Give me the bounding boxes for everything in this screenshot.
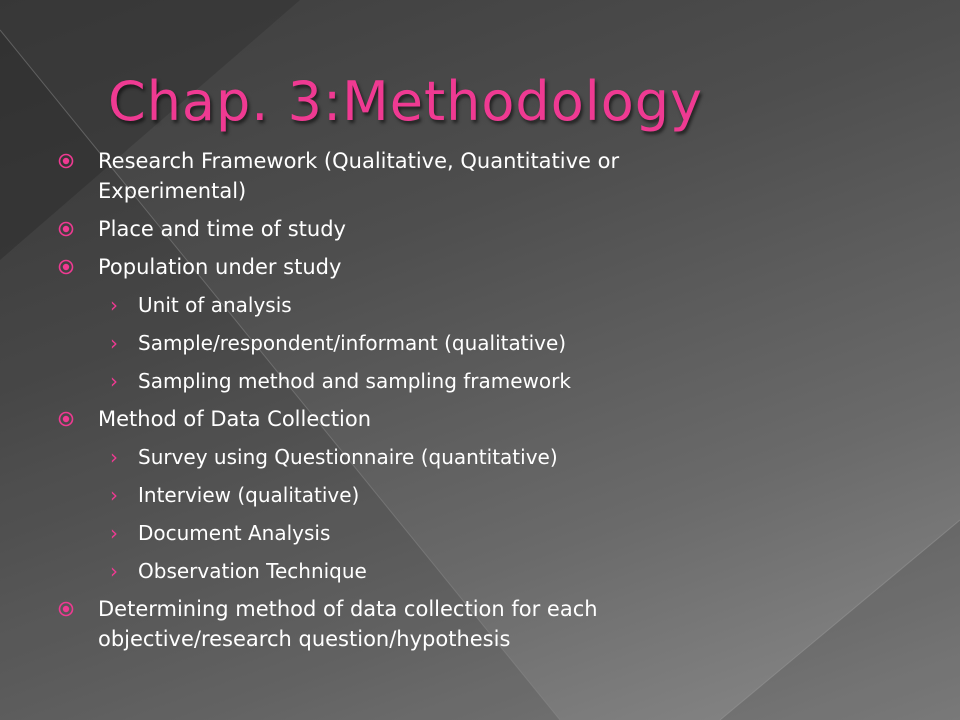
bullet-text: Research Framework (Qualitative, Quantitative or Experimental) [98, 149, 620, 203]
bullet-item [58, 252, 738, 282]
slide-title: Chap. 3:Methodology [108, 70, 704, 133]
sub-bullet-item [58, 480, 738, 510]
sub-bullet-item [58, 518, 738, 548]
sub-bullet-item [58, 366, 738, 396]
sub-bullet-text: Sampling method and sampling framework [138, 369, 571, 393]
chevron-right-icon: › [110, 521, 118, 545]
chevron-right-icon: › [110, 559, 118, 583]
bullet-item [58, 214, 738, 244]
chevron-right-icon: › [110, 293, 118, 317]
sub-bullet-text: Observation Technique [138, 559, 367, 583]
target-bullet-icon [58, 259, 74, 275]
sub-bullet-text: Survey using Questionnaire (quantitative) [138, 445, 558, 469]
sub-bullet-item [58, 290, 738, 320]
sub-bullet-text: Unit of analysis [138, 293, 292, 317]
bullet-text: Method of Data Collection [98, 407, 372, 431]
chevron-right-icon: › [110, 331, 118, 355]
target-bullet-icon [58, 411, 74, 427]
sub-bullet-item [58, 442, 738, 472]
sub-bullet-text: Document Analysis [138, 521, 331, 545]
chevron-right-icon: › [110, 445, 118, 469]
sub-bullet-item [58, 328, 738, 358]
bullet-text: Population under study [98, 255, 342, 279]
bullet-item [58, 594, 738, 654]
bullet-text: Determining method of data collection for each objective/research question/hypothesis [98, 597, 598, 651]
bullet-item [58, 146, 738, 206]
target-bullet-icon [58, 221, 74, 237]
target-bullet-icon [58, 601, 74, 617]
target-bullet-icon [58, 153, 74, 169]
chevron-right-icon: › [110, 483, 118, 507]
bullet-text: Place and time of study [98, 217, 346, 241]
sub-bullet-text: Interview (qualitative) [138, 483, 360, 507]
bullet-list [58, 146, 738, 654]
bullet-item [58, 404, 738, 434]
sub-bullet-text: Sample/respondent/informant (qualitative) [138, 331, 567, 355]
sub-bullet-item [58, 556, 738, 586]
chevron-right-icon: › [110, 369, 118, 393]
